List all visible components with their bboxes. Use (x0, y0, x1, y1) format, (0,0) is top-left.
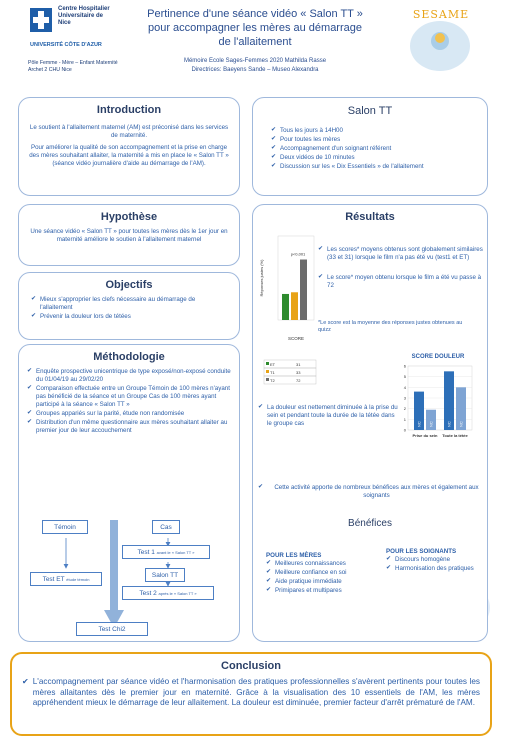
legend-swatch (266, 378, 269, 381)
y-tick-label: 0 (403, 427, 406, 433)
list-item: ✔ Distribution d'un même questionnaire aux mères souhaitant allaiter au premier jour de leur accouchement (27, 419, 231, 435)
introduction-title: Introduction (96, 104, 162, 116)
table-value: 31 (296, 362, 301, 367)
table-label: T2 (270, 378, 275, 383)
legend-swatch (266, 362, 269, 365)
directors-line: Directrices: Baeyens Sande – Museo Alexandra (191, 67, 319, 73)
y-tick-label: 6 (403, 363, 406, 369)
hypothese-title: Hypothèse (100, 211, 158, 223)
benefit-meres-1: ✔ Meilleures connaissances (266, 560, 382, 568)
x-tick-label: Prise du sein (412, 433, 438, 438)
table-value: 33 (296, 370, 301, 375)
flow-test1-note: avant le « Salon TT » (156, 550, 195, 555)
douleur-bar (444, 371, 454, 430)
title-line-2: pour accompagner les mères au démarrage (147, 21, 362, 34)
objectifs-section (18, 272, 240, 340)
bar-label: NC (416, 421, 422, 427)
benefices-title: Bénéfices (348, 518, 392, 529)
benefit-meres-3: ✔ Aide pratique immédiate (266, 578, 382, 586)
flow-test1 (122, 545, 210, 559)
y-tick-label: 1 (403, 416, 406, 422)
salon-tt-title: Salon TT (347, 105, 393, 117)
chu-logo (28, 6, 54, 34)
methodologie-title: Méthodologie (93, 351, 165, 363)
result-bullet-3: ✔ La douleur est nettement diminuée à la prise du sein et pendant toute la durée de la tétée dans le groupe cas (258, 404, 398, 428)
result-bullets-top (318, 246, 484, 291)
list-item: ✔ Tous les jours à 14H00 (271, 127, 473, 135)
p-value-annotation: p<0,001 (290, 251, 306, 257)
result-bullet-4: ✔ Cette activité apporte de nombreux bénéfices aux mères et également aux soignants (258, 484, 486, 500)
benefices-soignants (386, 548, 486, 574)
introduction-paragraph-2: Pour améliorer la qualité de son accompagnement et la prise en charge des mères souhaitant allaiter, la maternité a mis en place le « Salon TT » (séance vidéo journalière d'aide au démarrage de l'AM). (29, 144, 229, 168)
flow-test2 (122, 586, 214, 600)
list-item: ✔ Mieux s'approprier les clefs nécessaire au démarrage de l'allaitement (31, 296, 229, 312)
conclusion-title: Conclusion (221, 660, 281, 672)
bar-label: NC (446, 421, 452, 427)
table-label: T1 (270, 370, 275, 375)
flow-salon-tt: Salon TT (145, 568, 185, 582)
y-axis-label: Réponses justes (%) (259, 259, 264, 297)
salon-tt-list (271, 127, 473, 171)
flow-test-et (30, 572, 102, 586)
flow-test-chi2: Test Chi2 (76, 622, 148, 636)
list-item: ✔ Deux vidéos de 10 minutes (271, 154, 473, 162)
conclusion-text: L'accompagnement par séance vidéo et l'harmonisation des pratiques professionnelles s'avèrent pertinents pour toutes les mères allaitantes dès le premier jour en maternité. Grâce à la visualisation des 10 essentiels de l'AM, les mères appréhendent mieux le démarrage de leur allaitement. La douleur est diminuée, premier facteur d'arrêt prématuré de l'AM. (32, 677, 480, 708)
chart-title: SCORE DOULEUR (411, 354, 465, 360)
x-axis-label: SCORE (287, 336, 305, 341)
result-bullet-2: ✔ Le score* moyen obtenu lorsque le film a été vu passe à 72 (318, 274, 484, 290)
bar-label: NC (458, 421, 464, 427)
objectifs-list (31, 296, 229, 321)
list-item: ✔ Pour toutes les mères (271, 136, 473, 144)
benefit-soignants-2: ✔ Harmonisation des pratiques (386, 565, 486, 573)
flow-cas: Cas (152, 520, 180, 534)
list-item: ✔ Enquête prospective unicentrique de type exposé/non-exposé conduite du 01/04/19 au 29/02/20 (27, 368, 231, 384)
objectifs-title: Objectifs (105, 279, 153, 291)
table-value: 72 (296, 378, 301, 383)
flow-test2-label: Test 2 (139, 590, 157, 597)
hospital-name: Centre Hospitalier Universitaire de Nice (58, 6, 110, 27)
table-label: ET (270, 362, 276, 367)
hypothese-section (18, 204, 240, 266)
y-tick-label: 5 (403, 374, 406, 380)
legend-swatch (266, 370, 269, 373)
hypothese-text: Une séance vidéo « Salon TT » pour toutes les mères dès le 1er jour en maternité améliore le soutien à l'allaitement maternel (30, 228, 228, 244)
score-bar-t1 (291, 292, 298, 320)
sesame-logo-text: SESAME (412, 8, 470, 21)
flow-test1-label: Test 1 (137, 549, 155, 556)
flow-test2-note: après le « Salon TT » (158, 591, 197, 596)
result-bullet-4-wrap (258, 484, 486, 501)
flow-test-et-note: étude témoin (66, 577, 90, 582)
title-line-1: Pertinence d'une séance vidéo « Salon TT » (147, 8, 363, 20)
douleur-chart (398, 350, 488, 442)
title-line-3: de l'allaitement (218, 35, 292, 48)
poster-title (120, 8, 390, 49)
memoir-line: Mémoire Ecole Sages-Femmes 2020 Mathilda Rasse (183, 58, 327, 64)
benefices-soignants-title: POUR LES SOIGNANTS (386, 548, 457, 555)
check-icon: ✔ (22, 677, 29, 686)
y-tick-label: 3 (403, 395, 406, 401)
score-bar-et (282, 294, 289, 320)
result-bullet-3-wrap (258, 404, 398, 429)
list-item: ✔ Discussion sur les « Dix Essentiels » de l'allaitement (271, 163, 473, 171)
result-bullet-1: ✔ Les scores* moyens obtenus sont globalement similaires (33 et 31) lorsque le film n'a pas été vu (test1 et ET) (318, 246, 484, 262)
score-bar-t2 (300, 260, 307, 320)
methodologie-list (27, 368, 231, 436)
score-footnote: *Le score est la moyenne des réponses justes obtenues au quizz (318, 320, 463, 334)
university-name: UNIVERSITÉ CÔTE D'AZUR (30, 42, 102, 48)
list-item: ✔ Comparaison effectuée entre un Groupe Témoin de 100 mères n'ayant pas bénéficié de la séance et un Groupe Cas de 100 mères ayant participé à la séance « Salon TT » (27, 385, 231, 409)
benefices-meres-title: POUR LES MÈRES (266, 552, 322, 559)
score-chart (256, 228, 322, 393)
salon-tt-section (252, 97, 488, 196)
introduction-section (18, 97, 240, 196)
list-item: ✔ Accompagnement d'un soignant référent (271, 145, 473, 153)
benefit-soignants-1: ✔ Discours homogène (386, 556, 486, 564)
conclusion-body (22, 677, 480, 709)
list-item: ✔ Groupes appariés sur la parité, étude non randomisée (27, 410, 231, 418)
benefit-meres-4: ✔ Primipares et multipares (266, 587, 382, 595)
department-name: Pôle Femme - Mère – Enfant Maternité Archet 2 CHU Nice (28, 60, 118, 73)
bar-label: NC (428, 421, 434, 427)
flow-temoin: Témoin (42, 520, 88, 534)
list-item: ✔ Prévenir la douleur lors de tétées (31, 313, 229, 321)
introduction-paragraph-1: Le soutient à l'allaitement maternel (AM) est préconisé dans les services de maternité. (29, 124, 229, 140)
resultats-title: Résultats (345, 211, 395, 223)
conclusion-section (10, 652, 492, 736)
y-tick-label: 2 (403, 406, 406, 412)
y-tick-label: 4 (403, 384, 406, 390)
flow-test-et-label: Test ET (42, 576, 65, 583)
benefit-meres-2: ✔ Meilleure confiance en soi (266, 569, 382, 577)
x-tick-label: Toute la tétée (442, 433, 468, 438)
benefices-meres (266, 552, 382, 596)
